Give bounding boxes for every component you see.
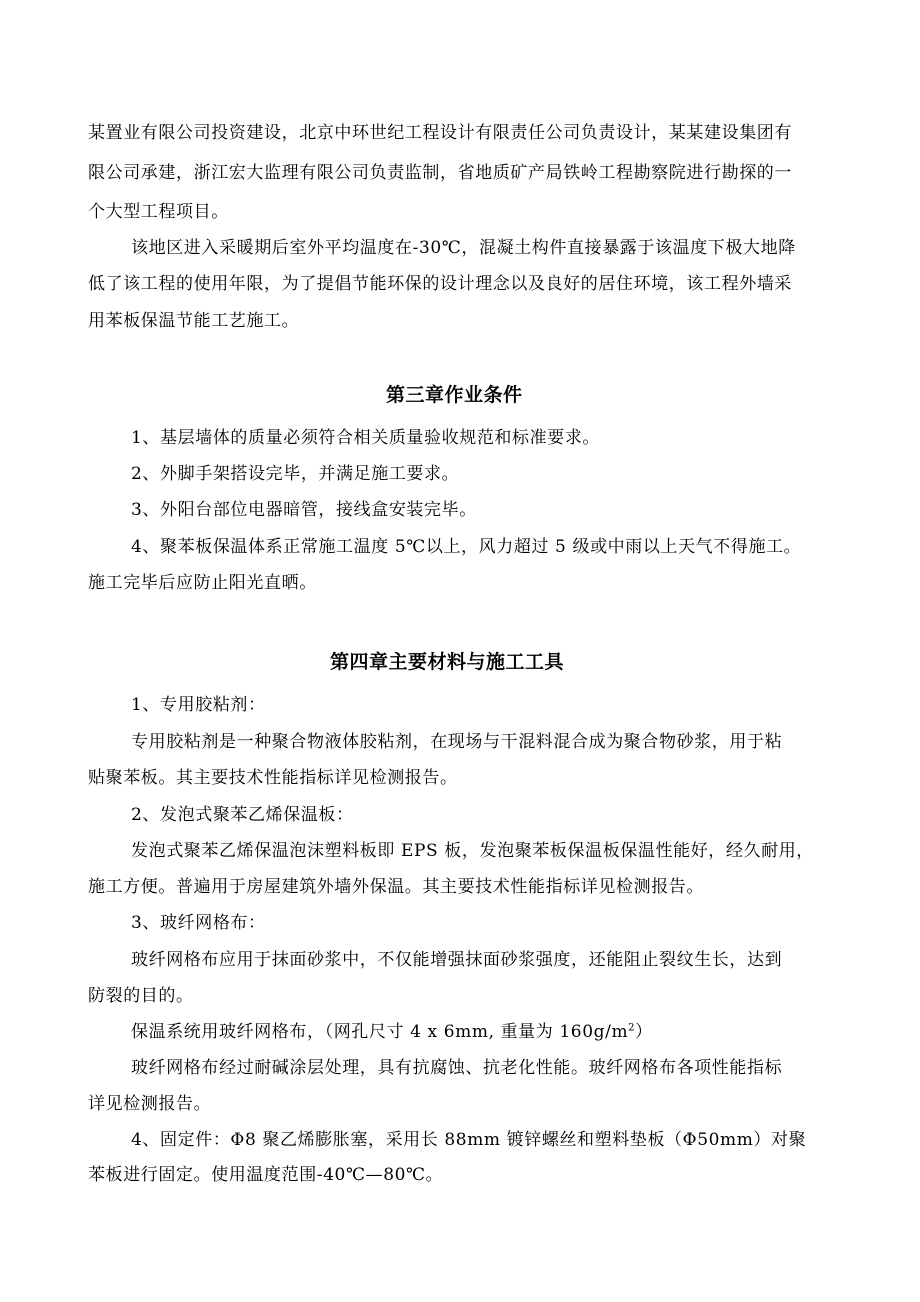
chapter-3-item-3: 3、外阳台部位电器暗管，接线盒安装完毕。 bbox=[131, 500, 477, 520]
chapter-4-line-10 bbox=[131, 1022, 653, 1042]
chapter-4-line-9: 防裂的目的。 bbox=[88, 986, 194, 1006]
chapter-4-line-6: 施工方便。普遍用于房屋建筑外墙外保温。其主要技术性能指标详见检测报告。 bbox=[88, 877, 704, 897]
climate-line-1: 该地区进入采暖期后室外平均温度在-30℃，混凝土构件直接暴露于该温度下极大地降 bbox=[131, 238, 796, 258]
chapter-4-line-11: 玻纤网格布经过耐碱涂层处理，具有抗腐蚀、抗老化性能。玻纤网格布各项性能指标 bbox=[131, 1058, 783, 1078]
climate-line-3: 用苯板保温节能工艺施工。 bbox=[88, 311, 300, 331]
chapter-4-line-3: 贴聚苯板。其主要技术性能指标详见检测报告。 bbox=[88, 768, 458, 788]
intro-line-2: 限公司承建，浙江宏大监理有限公司负责监制，省地质矿产局铁岭工程勘察院进行勘探的一 bbox=[88, 163, 792, 183]
chapter-4-line-7: 3、玻纤网格布： bbox=[131, 913, 266, 933]
chapter-4-line-12: 详见检测报告。 bbox=[88, 1094, 212, 1114]
chapter-4-line-5: 发泡式聚苯乙烯保温泡沫塑料板即 EPS 板，发泡聚苯板保温板保温性能好，经久耐用， bbox=[131, 841, 814, 861]
chapter-4-line-4: 2、发泡式聚苯乙烯保温板： bbox=[131, 805, 354, 825]
intro-line-1: 某置业有限公司投资建设，北京中环世纪工程设计有限责任公司负责设计，某某建设集团有 bbox=[88, 123, 792, 143]
intro-line-3: 个大型工程项目。 bbox=[88, 202, 229, 222]
mesh-spec-superscript: 2 bbox=[628, 1022, 636, 1034]
chapter-4-line-13: 4、固定件：Φ8 聚乙烯膨胀塞，采用长 88mm 镀锌螺丝和塑料垫板（Φ50mm）对聚 bbox=[131, 1130, 807, 1150]
chapter-4-line-8: 玻纤网格布应用于抹面砂浆中，不仅能增强抹面砂浆强度，还能阻止裂纹生长，达到 bbox=[131, 950, 783, 970]
chapter-4-line-2: 专用胶粘剂是一种聚合物液体胶粘剂，在现场与干混料混合成为聚合物砂浆，用于粘 bbox=[131, 732, 783, 752]
chapter-4-title: 第四章主要材料与施工工具 bbox=[330, 651, 565, 673]
chapter-3-item-1: 1、基层墙体的质量必须符合相关质量验收规范和标准要求。 bbox=[131, 428, 601, 448]
chapter-4-line-1: 1、专用胶粘剂： bbox=[131, 695, 266, 715]
chapter-3-title: 第三章作业条件 bbox=[386, 384, 523, 406]
chapter-3-item-2: 2、外脚手架搭设完毕，并满足施工要求。 bbox=[131, 464, 460, 484]
climate-line-2: 低了该工程的使用年限，为了提倡节能环保的设计理念以及良好的居住环境，该工程外墙采 bbox=[88, 274, 792, 294]
mesh-spec-text: 保温系统用玻纤网格布，（网孔尺寸 4 x 6mm, 重量为 160g/m bbox=[131, 1022, 629, 1042]
chapter-3-item-4-cont: 施工完毕后应防止阳光直晒。 bbox=[88, 573, 317, 593]
chapter-4-line-14: 苯板进行固定。使用温度范围-40℃—80℃。 bbox=[88, 1165, 444, 1185]
mesh-spec-close: ） bbox=[635, 1022, 653, 1042]
chapter-3-item-4: 4、聚苯板保温体系正常施工温度 5℃以上，风力超过 5 级或中雨以上天气不得施工。 bbox=[131, 537, 802, 557]
